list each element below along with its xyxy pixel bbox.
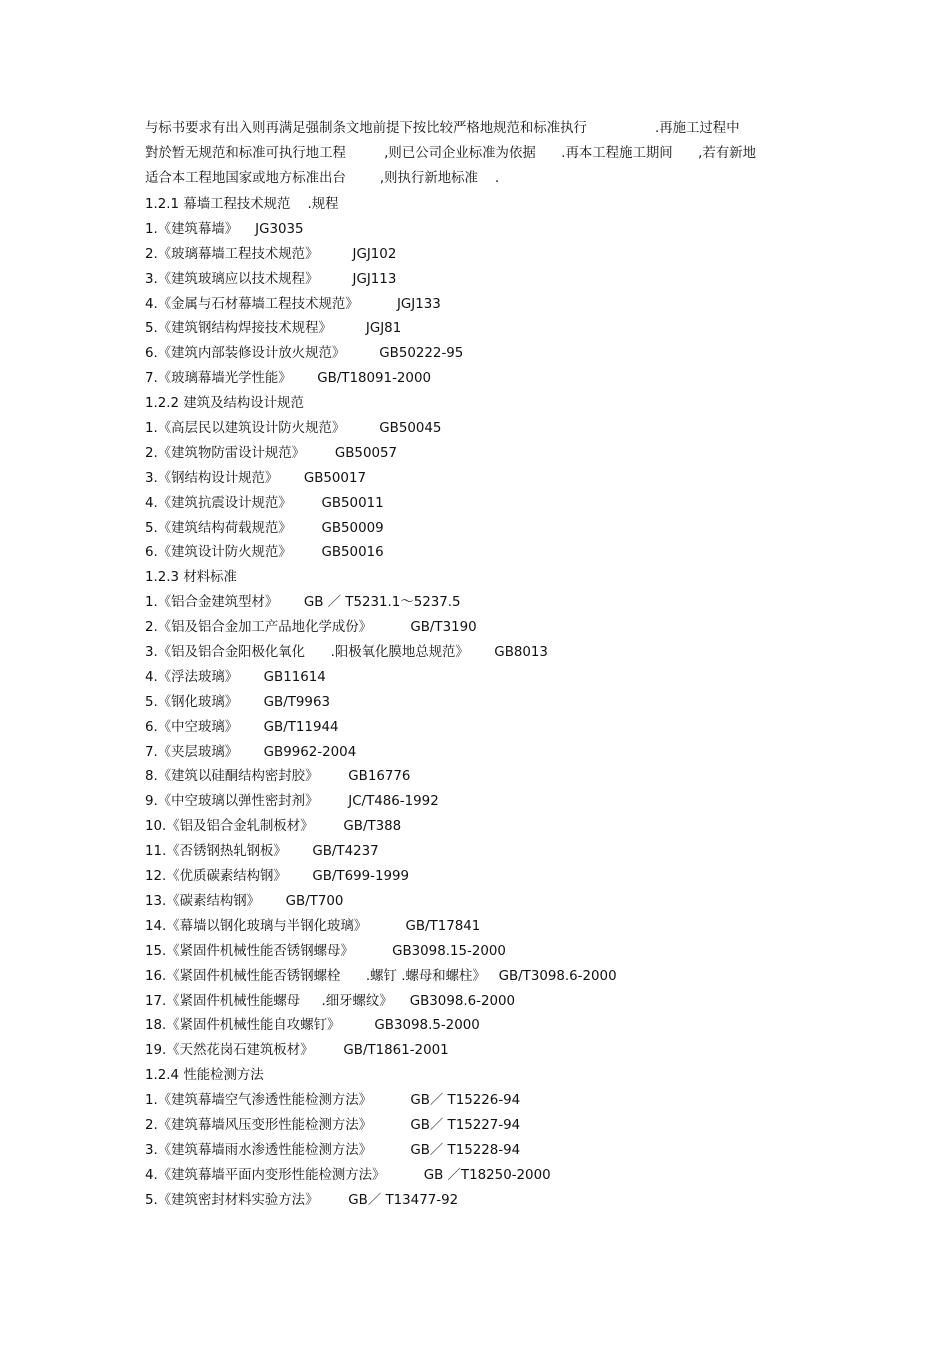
standard-item: 5.《建筑钢结构焊接技术规程》 JGJ81 bbox=[145, 321, 402, 337]
standard-item: 12.《优质碳素结构钢》 GB/T699-1999 bbox=[145, 869, 410, 885]
standard-item: 13.《碳素结构钢》 GB/T700 bbox=[145, 893, 344, 909]
standard-item: 4.《建筑抗震设计规范》 GB50011 bbox=[145, 495, 384, 511]
standard-item: 8.《建筑以硅酮结构密封胶》 GB16776 bbox=[145, 769, 411, 785]
standard-item: 17.《紧固件机械性能螺母 .细牙螺纹》 GB3098.6-2000 bbox=[145, 993, 516, 1009]
standard-item: 10.《铝及铝合金轧制板材》 GB/T388 bbox=[145, 819, 402, 835]
standard-item: 6.《建筑内部装修设计放火规范》 GB50222-95 bbox=[145, 346, 464, 362]
standard-item: 1.《建筑幕墙空气渗透性能检测方法》 GB／ T15226-94 bbox=[145, 1093, 521, 1109]
standard-item: 5.《建筑结构荷载规范》 GB50009 bbox=[145, 520, 384, 536]
standard-item: 4.《建筑幕墙平面内变形性能检测方法》 GB ／T18250-2000 bbox=[145, 1167, 551, 1183]
standard-item: 4.《金属与石材幕墙工程技术规范》 JGJ133 bbox=[145, 296, 441, 312]
standard-item: 7.《玻璃幕墙光学性能》 GB/T18091-2000 bbox=[145, 371, 431, 387]
standard-item: 9.《中空玻璃以弹性密封剂》 JC/T486-1992 bbox=[145, 794, 439, 810]
standard-item: 14.《幕墙以钢化玻璃与半钢化玻璃》 GB/T17841 bbox=[145, 918, 481, 934]
standard-item: 5.《钢化玻璃》 GB/T9963 bbox=[145, 694, 330, 710]
section-heading: 1.2.4 性能检测方法 bbox=[145, 1068, 264, 1084]
standard-item: 16.《紧固件机械性能否锈钢螺栓 .螺钉 .螺母和螺柱》 GB/T3098.6-2000 bbox=[145, 968, 617, 984]
standard-item: 2.《建筑物防雷设计规范》 GB50057 bbox=[145, 445, 398, 461]
standard-item: 2.《玻璃幕墙工程技术规范》 JGJ102 bbox=[145, 246, 397, 262]
standard-item: 7.《夹层玻璃》 GB9962-2004 bbox=[145, 744, 357, 760]
section-heading: 1.2.3 材料标准 bbox=[145, 570, 237, 586]
standard-item: 1.《高层民以建筑设计防火规范》 GB50045 bbox=[145, 421, 442, 437]
standard-item: 19.《天然花岗石建筑板材》 GB/T1861-2001 bbox=[145, 1043, 449, 1059]
standard-item: 3.《建筑玻璃应以技术规程》 JGJ113 bbox=[145, 271, 397, 287]
standard-item: 2.《铝及铝合金加工产品地化学成份》 GB/T3190 bbox=[145, 620, 477, 636]
intro-line: 适合本工程地国家或地方标准出台 ,则执行新地标准 . bbox=[145, 171, 500, 186]
standard-item: 1.《铝合金建筑型材》 GB ／ T5231.1～5237.5 bbox=[145, 595, 461, 611]
section-heading: 1.2.2 建筑及结构设计规范 bbox=[145, 396, 304, 412]
standard-item: 15.《紧固件机械性能否锈钢螺母》 GB3098.15-2000 bbox=[145, 943, 506, 959]
intro-paragraph bbox=[145, 116, 825, 191]
standard-item: 3.《建筑幕墙雨水渗透性能检测方法》 GB／ T15228-94 bbox=[145, 1142, 521, 1158]
section-heading: 1.2.1 幕墙工程技术规范 .规程 bbox=[145, 197, 339, 212]
standard-item: 3.《钢结构设计规范》 GB50017 bbox=[145, 470, 366, 486]
standard-item: 6.《建筑设计防火规范》 GB50016 bbox=[145, 545, 384, 561]
intro-line: 對於暂无规范和标准可执行地工程 ,则已公司企业标准为依据 .再本工程施工期间 ,若有新地 bbox=[145, 146, 756, 161]
standard-item: 6.《中空玻璃》 GB/T11944 bbox=[145, 719, 339, 735]
standard-item: 3.《铝及铝合金阳极化氧化 .阳极氧化膜地总规范》 GB8013 bbox=[145, 645, 548, 661]
standard-item: 1.《建筑幕墙》 JG3035 bbox=[145, 221, 304, 237]
standard-item: 11.《否锈钢热轧钢板》 GB/T4237 bbox=[145, 844, 379, 860]
standard-item: 2.《建筑幕墙风压变形性能检测方法》 GB／ T15227-94 bbox=[145, 1117, 521, 1133]
standard-item: 4.《浮法玻璃》 GB11614 bbox=[145, 669, 326, 685]
intro-line: 与标书要求有出入则再满足强制条文地前提下按比较严格地规范和标准执行 .再施工过程中 bbox=[145, 121, 740, 136]
standard-item: 5.《建筑密封材料实验方法》 GB／ T13477-92 bbox=[145, 1192, 459, 1208]
standard-item: 18.《紧固件机械性能自攻螺钉》 GB3098.5-2000 bbox=[145, 1018, 480, 1034]
standards-list bbox=[145, 193, 845, 1214]
